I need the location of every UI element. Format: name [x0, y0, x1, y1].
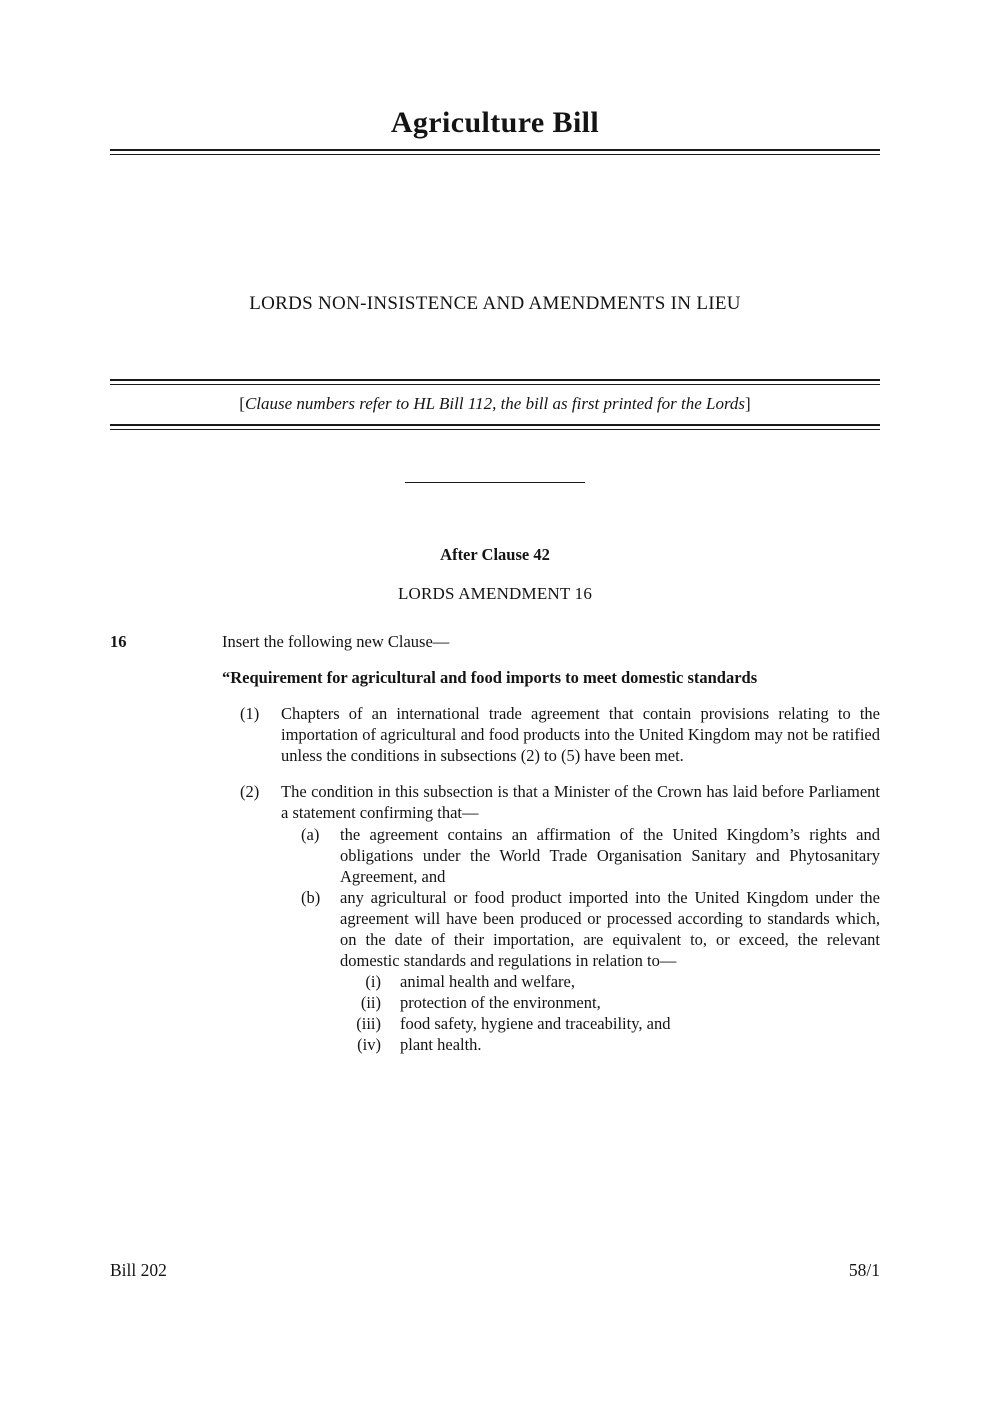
amendment-subheading: LORDS AMENDMENT 16	[397, 583, 593, 603]
paragraph-a-label: (a)	[301, 824, 320, 844]
subparagraph-ii-label: (ii)	[360, 993, 381, 1013]
subsection-2-number: (2)	[240, 781, 260, 801]
clause-note-box	[110, 379, 880, 430]
footer-bill-number: Bill 202	[110, 1260, 167, 1280]
page-footer	[110, 1260, 880, 1281]
subparagraph-iii-label: (iii)	[356, 1014, 381, 1034]
subparagraph-i-text: animal health and welfare,	[400, 972, 575, 992]
subsection-2-text: The condition in this subsection is that a Minister of the Crown has laid before Parliament a statement confirming that—	[281, 781, 880, 822]
clause-note	[110, 385, 880, 424]
subparagraph-i-label: (i)	[365, 972, 381, 992]
new-clause-title: “Requirement for agricultural and food imports to meet domestic standards	[222, 667, 758, 687]
subsection-1-text: Chapters of an international trade agreement that contain provisions relating to the importation of agricultural and food products into the United Kingdom may not be ratified unless the conditions in subsections (2) to (5) have been met.	[281, 703, 880, 765]
note-text: Clause numbers refer to HL Bill 112, the bill as first printed for the Lords	[244, 394, 746, 413]
subparagraph-iii	[340, 1014, 880, 1035]
note-open-bracket: [	[239, 394, 245, 413]
amendment-number: 16	[110, 631, 127, 651]
subparagraph-iii-text: food safety, hygiene and traceability, and	[400, 1014, 671, 1034]
subsection-1	[222, 704, 880, 767]
subparagraph-iv	[340, 1035, 880, 1056]
subparagraph-i	[340, 972, 880, 993]
paragraph-a-text: the agreement contains an affirmation of the United Kingdom’s rights and obligations under the World Trade Organisation Sanitary and Phytosanitary Agreement, and	[340, 824, 880, 886]
subparagraph-iv-text: plant health.	[400, 1035, 482, 1055]
paragraph-b-label: (b)	[301, 888, 321, 908]
section-heading: After Clause 42	[440, 545, 550, 564]
paragraph-b-body	[340, 888, 880, 1056]
title-double-rule	[110, 149, 880, 155]
amendment-instruction: Insert the following new Clause—	[222, 631, 450, 651]
subsection-2	[222, 782, 880, 1056]
amendment-insert-line	[110, 632, 880, 653]
subparagraph-iv-label: (iv)	[357, 1035, 381, 1055]
section-divider-rule	[405, 482, 585, 483]
bill-title: Agriculture Bill	[390, 106, 600, 139]
footer-session-number: 58/1	[848, 1260, 880, 1280]
paragraph-b	[281, 888, 880, 1056]
paragraph-a	[281, 825, 880, 888]
paragraph-b-text: any agricultural or food product imported into the United Kingdom under the agreement will have been produced or processed according to standards which, on the date of their importation, are equivalent to, or exceed, the relevant domestic standards and regulations in relation to—	[340, 888, 880, 971]
subsection-2-body	[281, 782, 880, 1056]
document-subtitle: LORDS NON-INSISTENCE AND AMENDMENTS IN LIEU	[249, 293, 741, 314]
note-close-bracket: ]	[745, 394, 751, 413]
note-bottom-rule	[110, 424, 880, 430]
subparagraph-ii	[340, 993, 880, 1014]
subparagraph-ii-text: protection of the environment,	[400, 993, 601, 1013]
subsection-1-number: (1)	[240, 703, 260, 723]
